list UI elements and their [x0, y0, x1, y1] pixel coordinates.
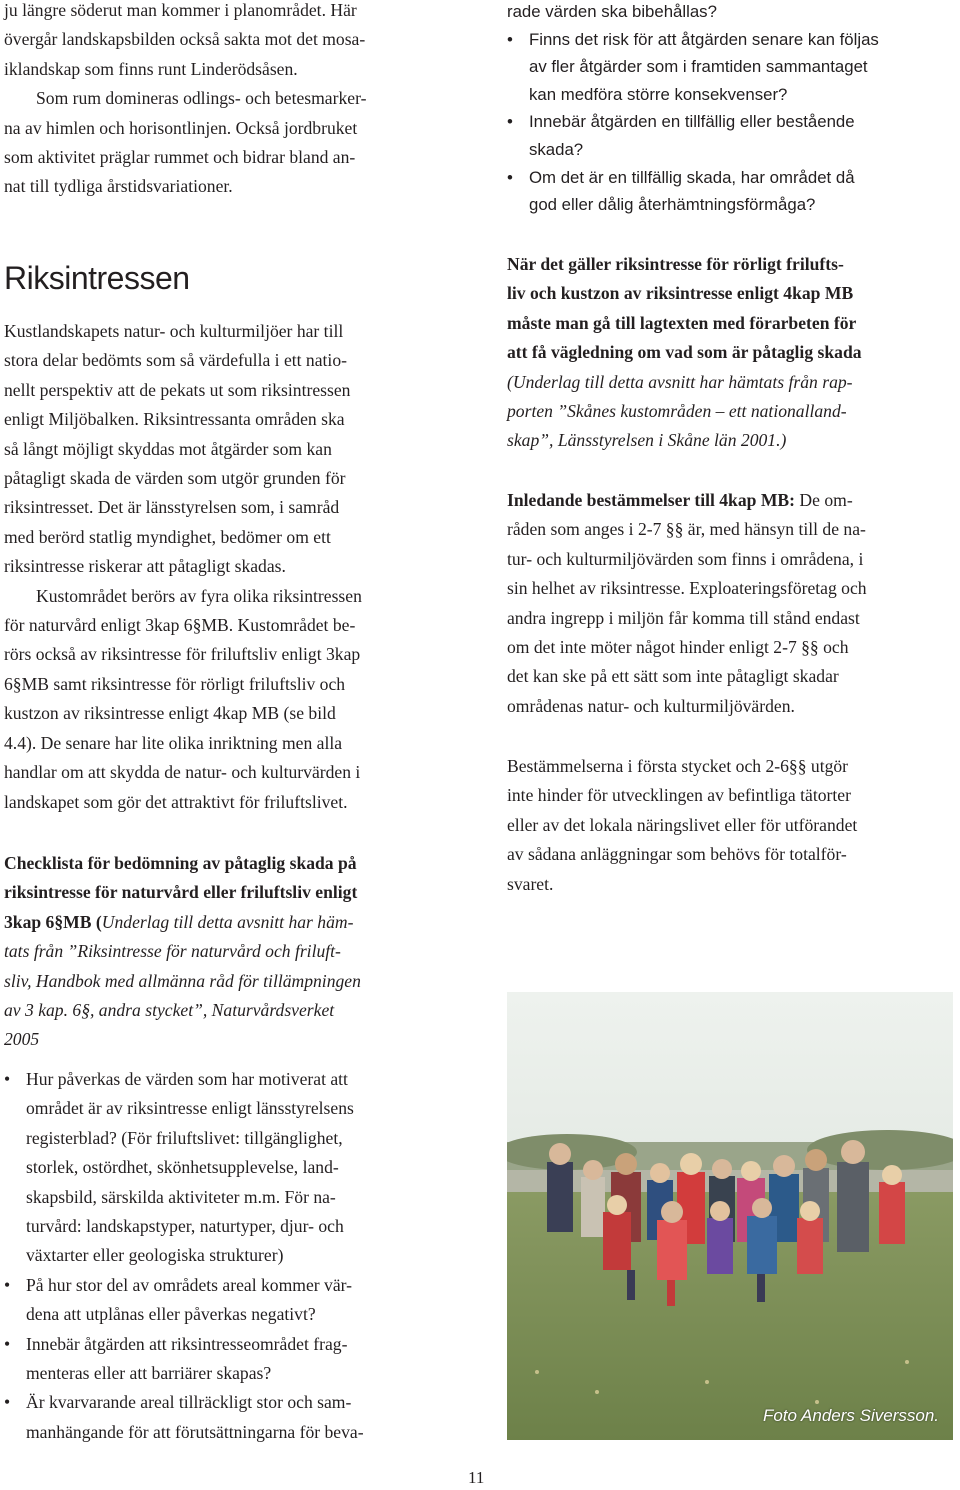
intro-paragraph: ju längre söderut man kommer i planområdet. Här övergår landskapsbilden också sakta mot det mosa- iklandskap som finns runt Linderödsåsen. Som rum domineras odlings- och betesmarker- na av himlen och horisontlinjen. Också jordbruket som aktivitet präglar rummet och bidrar bland an- nat till tydliga årstidsvariationer.	[4, 0, 367, 197]
bestammelser-paragraph: Bestämmelserna i första stycket och 2-6§§ utgör inte hinder för utvecklingen av befintliga tätorter eller av det lokala näringslivet eller för utförandet av sådana anläggningar som behövs för totalför- svaret.	[507, 756, 858, 894]
meadow-photo-illustration	[507, 992, 953, 1440]
riksintressen-body: Kustlandskapets natur- och kulturmiljöer har till stora delar bedömts som så värdefulla i ett natio- nellt perspektiv att de pekats ut som riksintressen enligt Miljöbalken. Riksintressanta områden ska så långt möjligt skyddas mot åtgärder som kan påtagligt skada de värden som utgör grunden för riksintresset. Det är länsstyrelsen som, i samråd med berörd statlig myndighet, bedömer om ett riksintresse riskerar att påtagligt skadas. Kustområdet berörs av fyra olika riksintressen för naturvård enligt 3kap 6§MB. Kustområdet be- rörs också av riksintresse för friluftsliv enligt 3kap 6§MB samt riksintresse för rörligt friluftsliv och kustzon av riksintresse enligt 4kap MB (se bild 4.4). De senare har lite olika inriktning men alla handlar om att skydda de natur- och kulturvärden i landskapet som gör det attraktivt för friluftslivet.	[4, 321, 362, 812]
checklist-continued: rade värden ska bibehållas? • Finns det risk för att åtgärden senare kan följas av fler åtgärder som i framtiden sammantaget kan medföra större konsekvenser? • Innebär åtgärden en tillfällig eller bestående skada? • Om det är en tillfällig skada, har området då god eller dålig återhämtningsförmåga?	[507, 0, 952, 219]
list-item: • På hur stor del av områdets areal kommer vär- dena att utplånas eller påverkas negativt?	[4, 1274, 352, 1325]
list-item: • Hur påverkas de värden som har motiverat att området är av riksintresse enligt länsstyrelsens registerblad? (För friluftslivet: tillgänglighet, storlek, ostördhet, skönhetsupplevelse, land- skapsbild, särskilda aktiviteter m.m. För na- turvård: landskapstyper, naturtyper, djur- och växtarter eller geologiska strukturer)	[4, 1069, 354, 1266]
checklist-bullets	[4, 1065, 456, 1447]
list-item: • Är kvarvarande areal tillräckligt stor och sam- manhängande för att förutsättningarna för beva-	[4, 1392, 364, 1442]
photo-children-in-meadow	[507, 992, 953, 1440]
list-item: • Innebär åtgärden en tillfällig eller bestående skada?	[507, 112, 855, 159]
checklist-heading: Checklista för bedömning av påtaglig skada på riksintresse för naturvård eller friluftsliv enligt 3kap 6§MB (Underlag till detta avsnitt har häm- tats från ”Riksintresse för naturvård och friluft- sliv, Handbok med allmänna råd för tillämpningen av 3 kap. 6§, andra stycket”, Naturvårdsverket 2005	[4, 853, 361, 1050]
list-item: • Finns det risk för att åtgärden senare kan följas av fler åtgärder som i framtiden sammantaget kan medföra större konsekvenser?	[507, 29, 879, 104]
rorligt-friluftsliv-paragraph: När det gäller riksintresse för rörligt frilufts- liv och kustzon av riksintresse enligt 4kap MB måste man gå till lagtexten med förarbeten för att få vägledning om vad som är påtaglig skada (Underlag till detta avsnitt har hämtats från rap- porten ”Skånes kustområden – ett nationalland- skap”, Länsstyrelsen i Skåne län 2001.)	[507, 254, 862, 451]
section-heading: Riksintressen	[4, 260, 190, 296]
list-item: • Om det är en tillfällig skada, har området då god eller dålig återhämtningsförmåga?	[507, 167, 855, 215]
list-item: • Innebär åtgärden att riksintresseområdet frag- menteras eller att barriärer skapas?	[4, 1333, 348, 1384]
page-number: 11	[468, 1468, 485, 1487]
photo-caption: Foto Anders Siversson.	[762, 1406, 939, 1425]
inledande-paragraph: Inledande bestämmelser till 4kap MB: De om- råden som anges i 2-7 §§ är, med hänsyn till de na- tur- och kulturmiljövärden som finns i områdena, i sin helhet av riksintresse. Exploateringsföretag och andra ingrepp i miljön får komma till stånd endast om det inte möter något hinder enligt 2-7 §§ och det kan ske på ett sätt som inte påtagligt skadar områdenas natur- och kulturmiljövärden.	[507, 490, 867, 716]
